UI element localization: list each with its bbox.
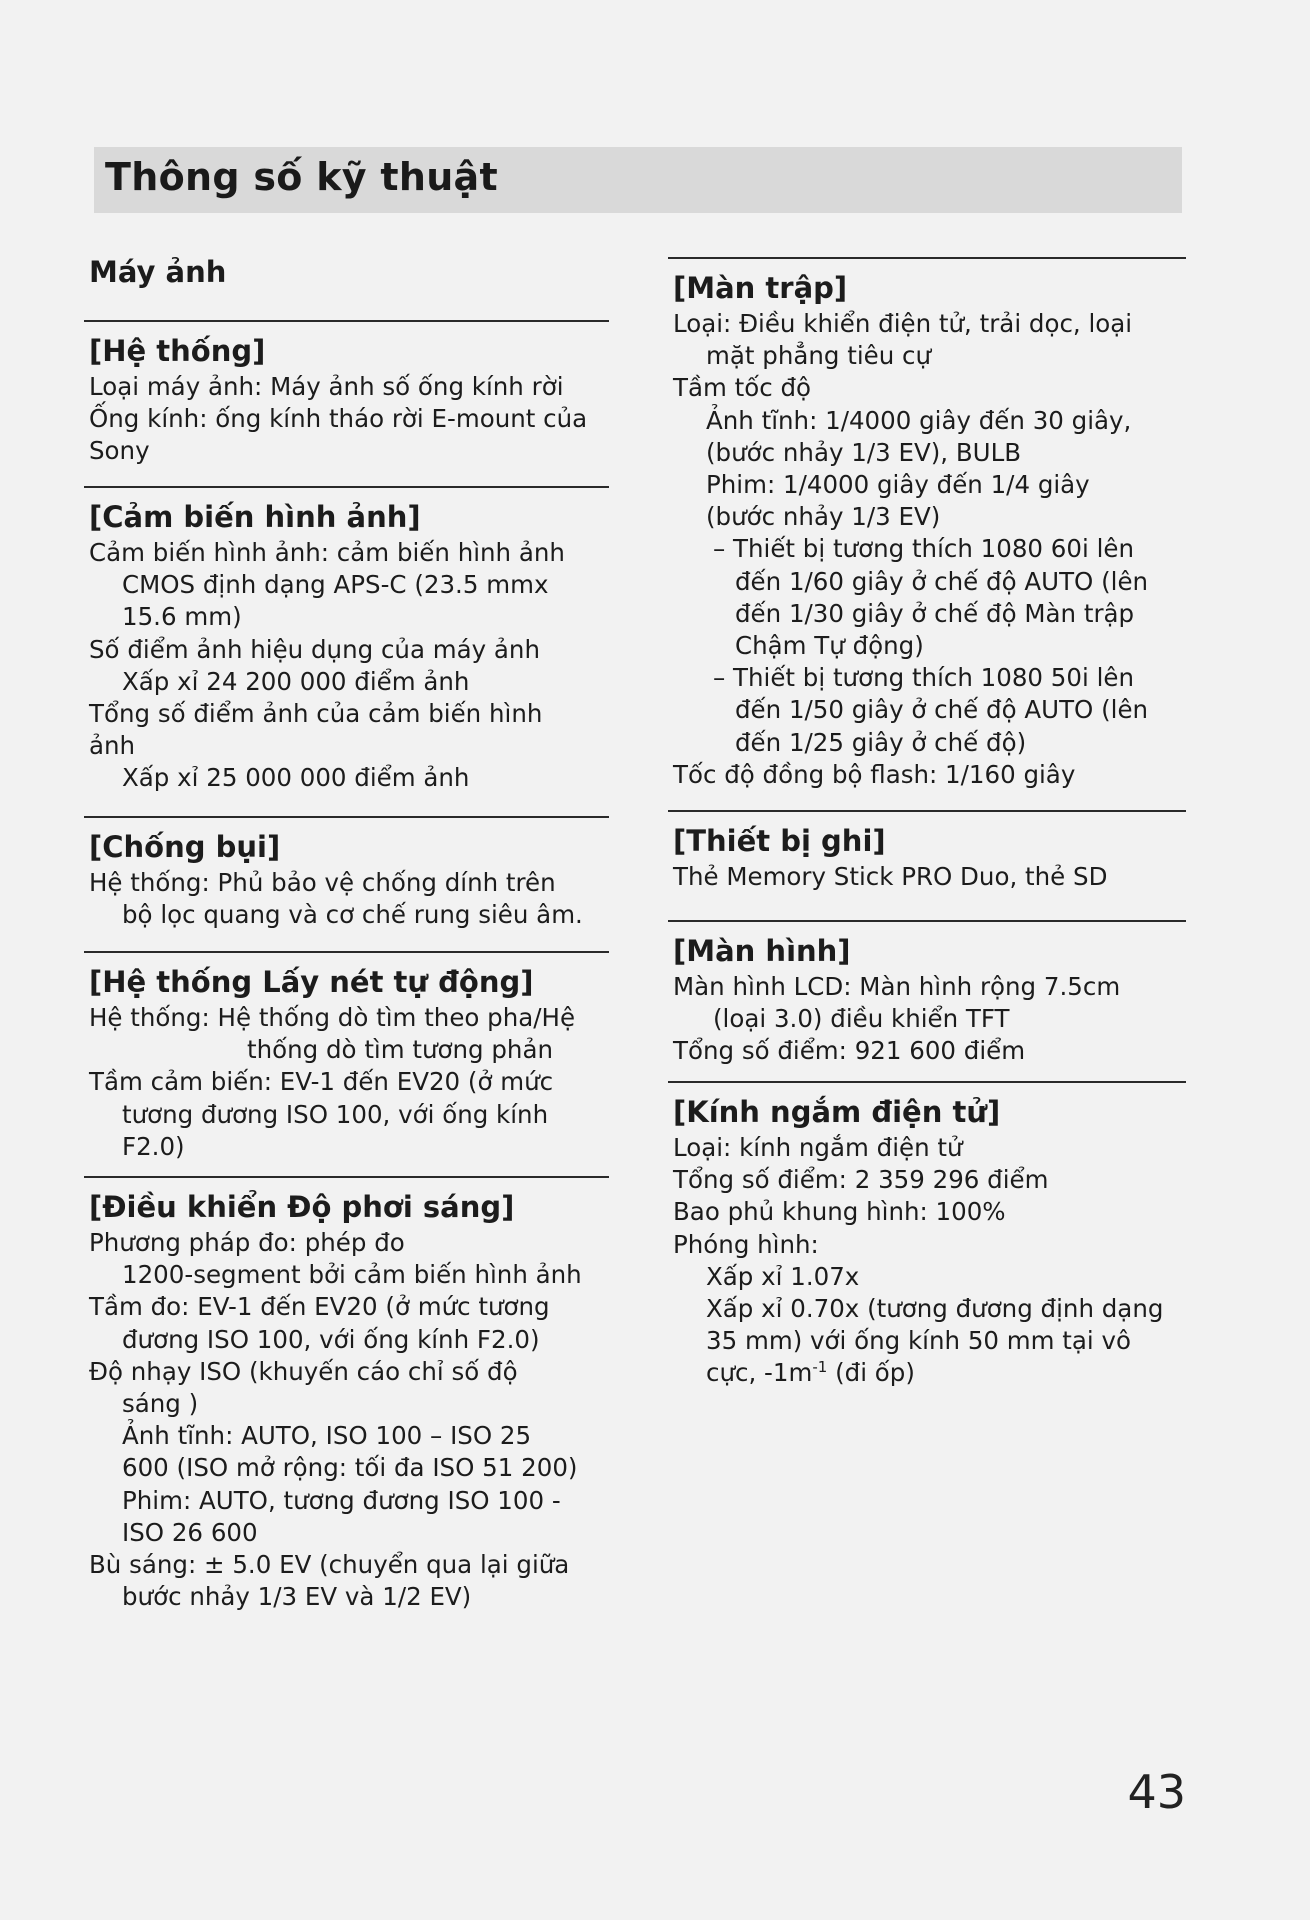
section-rule bbox=[84, 486, 609, 488]
right-section bbox=[668, 257, 1186, 791]
spec-line: Màn hình LCD: Màn hình rộng 7.5cm bbox=[673, 972, 1121, 1001]
spec-line: Tổng số điểm ảnh của cảm biến hình bbox=[89, 699, 543, 729]
section-title: [Thiết bị ghi] bbox=[673, 824, 886, 858]
left-section bbox=[84, 1176, 609, 1613]
section-rule bbox=[668, 257, 1186, 259]
section-rule bbox=[84, 816, 609, 818]
right-section bbox=[668, 1081, 1186, 1390]
spec-line: Tầm đo: EV-1 đến EV20 (ở mức tương bbox=[89, 1292, 550, 1322]
spec-line: Loại máy ảnh: Máy ảnh số ống kính rời bbox=[89, 372, 564, 401]
spec-line: – Thiết bị tương thích 1080 50i lên bbox=[713, 663, 1134, 693]
left-section bbox=[84, 951, 609, 1163]
spec-line: Ảnh tĩnh: 1/4000 giây đến 30 giây, bbox=[706, 405, 1132, 435]
spec-line: Thẻ Memory Stick PRO Duo, thẻ SD bbox=[673, 862, 1108, 891]
spec-line: Xấp xỉ 0.70x (tương đương định dạng bbox=[706, 1294, 1164, 1324]
left-section bbox=[84, 486, 609, 795]
spec-line: mặt phẳng tiêu cự bbox=[706, 341, 932, 371]
spec-line: thống dò tìm tương phản bbox=[247, 1035, 553, 1065]
section-rule bbox=[84, 951, 609, 953]
spec-line: Tầm cảm biến: EV-1 đến EV20 (ở mức bbox=[89, 1067, 554, 1097]
camera-heading: Máy ảnh bbox=[89, 255, 227, 289]
section-title: [Hệ thống Lấy nét tự động] bbox=[89, 965, 534, 999]
section-title: [Màn trập] bbox=[673, 271, 848, 305]
page-title: Thông số kỹ thuật bbox=[105, 155, 498, 199]
spec-line: Ống kính: ống kính tháo rời E-mount của bbox=[89, 404, 588, 434]
section-title: [Cảm biến hình ảnh] bbox=[89, 500, 421, 534]
spec-line: ISO 26 600 bbox=[122, 1517, 258, 1547]
spec-line: bộ lọc quang và cơ chế rung siêu âm. bbox=[122, 900, 583, 930]
spec-line: Phim: AUTO, tương đương ISO 100 - bbox=[122, 1485, 561, 1515]
spec-line: tương đương ISO 100, với ống kính bbox=[122, 1099, 549, 1129]
spec-line: sáng ) bbox=[122, 1389, 199, 1419]
section-rule bbox=[668, 810, 1186, 812]
spec-line: đến 1/60 giây ở chế độ AUTO (lên bbox=[735, 566, 1149, 596]
section-rule bbox=[668, 1081, 1186, 1083]
spec-line: Phim: 1/4000 giây đến 1/4 giây bbox=[706, 470, 1090, 500]
spec-line: cực, $-1m^{-1}$ (đi ốp) bbox=[706, 1358, 915, 1388]
spec-line: Phóng hình: bbox=[673, 1229, 819, 1259]
spec-line: 15.6 mm) bbox=[122, 602, 242, 632]
spec-line: Xấp xỉ 24 200 000 điểm ảnh bbox=[122, 666, 470, 696]
spec-line: Tổng số điểm: 921 600 điểm bbox=[673, 1036, 1026, 1066]
spec-line: – Thiết bị tương thích 1080 60i lên bbox=[713, 534, 1134, 564]
section-title: [Điều khiển Độ phơi sáng] bbox=[89, 1190, 515, 1224]
spec-line: đến 1/25 giây ở chế độ) bbox=[735, 727, 1027, 757]
spec-line: Xấp xỉ 25 000 000 điểm ảnh bbox=[122, 763, 470, 793]
spec-line: Xấp xỉ 1.07x bbox=[706, 1261, 860, 1291]
spec-line: Ảnh tĩnh: AUTO, ISO 100 – ISO 25 bbox=[122, 1421, 532, 1451]
left-section bbox=[84, 816, 609, 931]
spec-line: 35 mm) với ống kính 50 mm tại vô bbox=[706, 1326, 1132, 1356]
spec-line: Bao phủ khung hình: 100% bbox=[673, 1197, 1006, 1227]
left-section bbox=[84, 320, 609, 468]
section-rule bbox=[668, 920, 1186, 922]
spec-line: F2.0) bbox=[122, 1131, 185, 1161]
spec-line: Phương pháp đo: phép đo bbox=[89, 1228, 405, 1257]
spec-line: Bù sáng: ± 5.0 EV (chuyển qua lại giữa bbox=[89, 1550, 570, 1580]
right-section bbox=[668, 810, 1186, 893]
section-rule bbox=[84, 1176, 609, 1178]
spec-line: (bước nhảy 1/3 EV) bbox=[706, 502, 941, 532]
superscript: -1 bbox=[812, 1358, 828, 1377]
spec-line: Số điểm ảnh hiệu dụng của máy ảnh bbox=[89, 634, 540, 664]
spec-line: (loại 3.0) điều khiển TFT bbox=[713, 1004, 1010, 1034]
spec-line: Loại: Điều khiển điện tử, trải dọc, loại bbox=[673, 309, 1133, 338]
spec-line: Hệ thống: Phủ bảo vệ chống dính trên bbox=[89, 868, 556, 897]
spec-line: đương ISO 100, với ống kính F2.0) bbox=[122, 1324, 540, 1354]
spec-line: Loại: kính ngắm điện tử bbox=[673, 1133, 963, 1162]
right-section bbox=[668, 920, 1186, 1068]
spec-line: Độ nhạy ISO (khuyến cáo chỉ số độ bbox=[89, 1356, 518, 1386]
spec-line: 600 (ISO mở rộng: tối đa ISO 51 200) bbox=[122, 1453, 578, 1483]
section-title: [Chống bụi] bbox=[89, 830, 281, 864]
spec-line: (bước nhảy 1/3 EV), BULB bbox=[706, 437, 1022, 467]
spec-line: đến 1/50 giây ở chế độ AUTO (lên bbox=[735, 695, 1149, 725]
spec-line: Tầm tốc độ bbox=[673, 373, 812, 403]
page-number: 43 bbox=[1127, 1765, 1186, 1819]
section-title: [Màn hình] bbox=[673, 934, 851, 968]
spec-line: CMOS định dạng APS-C (23.5 mmx bbox=[122, 570, 549, 600]
section-rule bbox=[84, 320, 609, 322]
spec-line: bước nhảy 1/3 EV và 1/2 EV) bbox=[122, 1582, 472, 1612]
spec-line: Cảm biến hình ảnh: cảm biến hình ảnh bbox=[89, 538, 565, 567]
spec-line: Chậm Tự động) bbox=[735, 631, 924, 661]
spec-line: 1200-segment bởi cảm biến hình ảnh bbox=[122, 1260, 582, 1290]
section-title: [Hệ thống] bbox=[89, 334, 266, 368]
spec-line: Tốc độ đồng bộ flash: 1/160 giây bbox=[673, 759, 1076, 789]
spec-line: Tổng số điểm: 2 359 296 điểm bbox=[673, 1165, 1049, 1195]
spec-line: ảnh bbox=[89, 731, 136, 761]
spec-line: đến 1/30 giây ở chế độ Màn trập bbox=[735, 598, 1135, 628]
spec-line: Sony bbox=[89, 436, 150, 466]
section-title: [Kính ngắm điện tử] bbox=[673, 1095, 1001, 1129]
spec-line: Hệ thống: Hệ thống dò tìm theo pha/Hệ bbox=[89, 1003, 576, 1032]
title-bar bbox=[94, 147, 1182, 213]
